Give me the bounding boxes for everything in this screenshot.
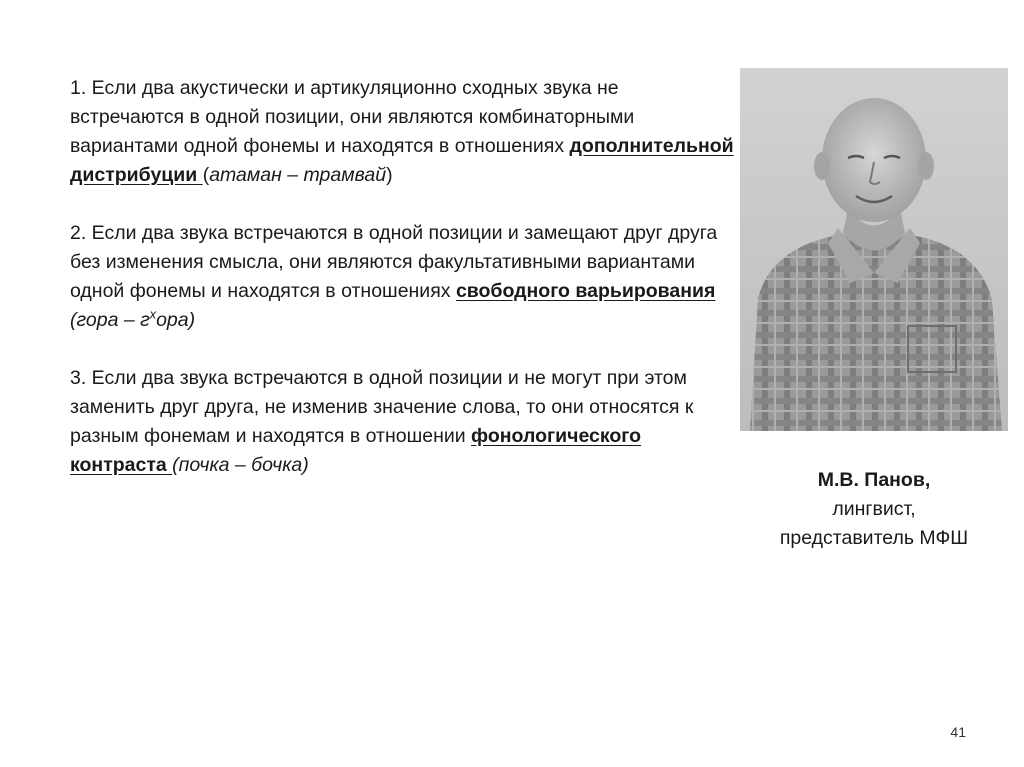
caption-role: лингвист, [832,498,916,520]
example-2-superscript: х [149,307,157,322]
paragraph-3-text: 3. Если два звука встречаются в одной позиции и не могут при этом заменить друг друга, не изменив значение слова, то они относятся к разным фонемам и находятся в отношении [70,367,694,447]
term-complementary-distribution: дополнительной дистрибуции [70,135,734,186]
example-3: (почка – бочка) [172,454,309,476]
example-2-part-b: ора) [156,309,196,331]
paragraph-2-text: 2. Если два звука встречаются в одной позиции и замещают друг друга без изменения смысла, они являются факультативными вариантами одной фонемы и находятся в отношениях [70,222,718,302]
portrait-photo [740,68,1008,431]
paren-open: ( [202,164,210,186]
main-text [70,74,735,480]
caption-name: М.В. Панов, [817,469,931,491]
paren-close: ) [386,164,393,186]
paragraph-1 [70,74,735,190]
page-number: 41 [950,724,966,740]
paragraph-2 [70,219,735,335]
paragraph-3 [70,364,735,480]
example-2-part-a: (гора – г [70,309,150,331]
caption-affiliation: представитель МФШ [779,527,969,549]
term-phonological-contrast: фонологического контраста [70,425,642,476]
term-free-variation: свободного варьирования [455,280,716,302]
example-1: атаман – трамвай [209,164,387,186]
paragraph-1-text: 1. Если два акустически и артикуляционно сходных звука не встречаются в одной позиции, они являются комбинаторными вариантами одной фонемы и находятся в отношениях [70,77,635,157]
photo-caption [730,466,1018,553]
